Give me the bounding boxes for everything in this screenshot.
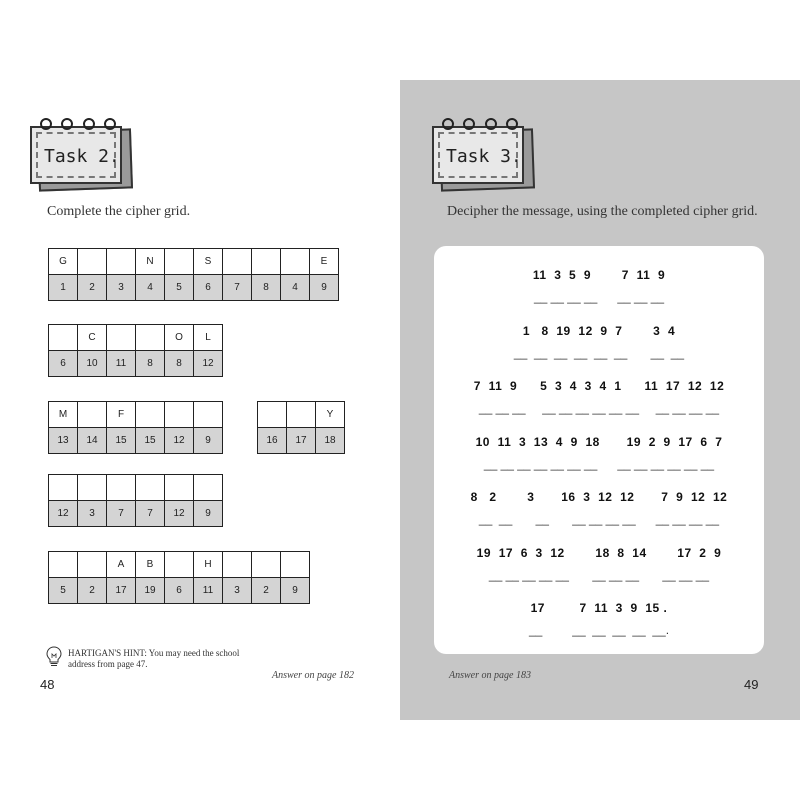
grid-letter-cell[interactable] (165, 552, 194, 578)
answer-blanks-line[interactable]: __ __ __ __ __ __ __ (533, 290, 665, 304)
grid-number-cell: 16 (258, 428, 287, 454)
grid-number-cell: 2 (78, 275, 107, 301)
grid-letter-cell[interactable] (165, 249, 194, 275)
grid-number-cell: 11 (107, 351, 136, 377)
grid-letter-cell[interactable] (107, 325, 136, 351)
cipher-number-line: 7 11 9 5 3 4 3 4 1 11 17 12 12 (473, 379, 725, 393)
grid-letter-cell[interactable] (281, 249, 310, 275)
task-2-note (30, 124, 128, 184)
grid-letter-cell[interactable] (223, 552, 252, 578)
cipher-message-panel (434, 246, 764, 654)
grid-letter-cell[interactable] (194, 475, 223, 501)
grid-letter-cell[interactable] (281, 552, 310, 578)
grid-letter-cell[interactable] (78, 249, 107, 275)
grid-number-cell: 8 (165, 351, 194, 377)
answer-blanks-line[interactable]: __ __ __ __ __ __ __ __ __ __ __ (478, 512, 720, 526)
answer-blanks-line[interactable]: __ __ __ __ __ __ __ __ (513, 345, 685, 360)
cipher-number-line: 17 7 11 3 9 15 . (530, 601, 668, 615)
answer-blanks-line[interactable]: __ __ __ __ __ __ __ __ __ __ __ __ __ (478, 401, 720, 415)
grid-letter-cell[interactable] (49, 325, 78, 351)
grid-number-cell: 7 (136, 501, 165, 527)
grid-number-cell: 9 (194, 501, 223, 527)
answer-blanks-line[interactable]: __ __ __ __ __ __ __ __ __ __ __ (488, 567, 710, 582)
grid-letter-cell[interactable]: Y (316, 402, 345, 428)
grid-number-cell: 3 (78, 501, 107, 527)
page-number-left: 48 (40, 677, 55, 692)
cipher-grid-6 (48, 551, 310, 604)
grid-letter-cell[interactable]: F (107, 402, 136, 428)
cipher-number-line: 11 3 5 9 7 11 9 (532, 268, 666, 282)
grid-number-cell: 12 (165, 501, 194, 527)
grid-letter-cell[interactable] (287, 402, 316, 428)
binder-rings-icon (442, 118, 518, 132)
grid-number-cell: 10 (78, 351, 107, 377)
grid-number-cell: 11 (194, 578, 223, 604)
grid-number-cell: 19 (136, 578, 165, 604)
grid-number-cell: 12 (49, 501, 78, 527)
grid-letter-cell[interactable] (136, 402, 165, 428)
grid-letter-cell[interactable] (252, 249, 281, 275)
grid-number-cell: 9 (194, 428, 223, 454)
grid-letter-cell[interactable] (165, 475, 194, 501)
grid-number-cell: 3 (107, 275, 136, 301)
grid-letter-cell[interactable] (258, 402, 287, 428)
task-3-title: Task 3. (446, 146, 522, 167)
grid-number-cell: 7 (223, 275, 252, 301)
page-number-right: 49 (744, 677, 759, 692)
grid-letter-cell[interactable]: C (78, 325, 107, 351)
grid-number-cell: 7 (107, 501, 136, 527)
grid-number-cell: 8 (136, 351, 165, 377)
cipher-number-line: 19 17 6 3 12 18 8 14 17 2 9 (476, 545, 722, 560)
grid-letter-cell[interactable] (194, 402, 223, 428)
answer-blanks-line[interactable]: __ __ __ __ __ __. (528, 623, 670, 637)
grid-letter-cell[interactable] (49, 475, 78, 501)
grid-letter-cell[interactable] (136, 475, 165, 501)
grid-letter-cell[interactable] (165, 402, 194, 428)
grid-letter-cell[interactable]: G (49, 249, 78, 275)
grid-letter-cell[interactable]: A (107, 552, 136, 578)
grid-letter-cell[interactable]: O (165, 325, 194, 351)
grid-letter-cell[interactable] (252, 552, 281, 578)
task-2-answer-note: Answer on page 182 (272, 670, 354, 681)
grid-letter-cell[interactable]: N (136, 249, 165, 275)
grid-letter-cell[interactable]: M (49, 402, 78, 428)
grid-number-cell: 13 (49, 428, 78, 454)
grid-letter-cell[interactable] (107, 249, 136, 275)
cipher-grid-4 (257, 401, 345, 454)
grid-number-cell: 17 (287, 428, 316, 454)
task-2-title: Task 2. (44, 146, 120, 167)
grid-number-cell: 6 (165, 578, 194, 604)
grid-number-cell: 8 (252, 275, 281, 301)
grid-letter-cell[interactable]: E (310, 249, 339, 275)
answer-blanks-line[interactable]: __ __ __ __ __ __ __ __ __ __ __ __ __ (483, 456, 715, 471)
grid-number-cell: 18 (316, 428, 345, 454)
grid-number-cell: 6 (194, 275, 223, 301)
grid-number-cell: 6 (49, 351, 78, 377)
grid-letter-cell[interactable] (136, 325, 165, 351)
hartigans-hint: HARTIGAN'S HINT: You may need the school address from page 47. (68, 648, 240, 669)
grid-number-cell: 17 (107, 578, 136, 604)
task-2-instruction: Complete the cipher grid. (47, 204, 191, 219)
lightbulb-icon (46, 646, 62, 668)
task-3-answer-note: Answer on page 183 (449, 670, 531, 681)
cipher-grid-2 (48, 324, 223, 377)
grid-letter-cell[interactable] (107, 475, 136, 501)
grid-letter-cell[interactable] (49, 552, 78, 578)
cipher-grid-5 (48, 474, 223, 527)
grid-number-cell: 1 (49, 275, 78, 301)
grid-letter-cell[interactable]: S (194, 249, 223, 275)
grid-letter-cell[interactable]: L (194, 325, 223, 351)
grid-number-cell: 12 (165, 428, 194, 454)
cipher-grid-3 (48, 401, 223, 454)
grid-letter-cell[interactable]: B (136, 552, 165, 578)
grid-number-cell: 9 (310, 275, 339, 301)
task-3-note (432, 124, 530, 184)
grid-number-cell: 4 (136, 275, 165, 301)
grid-letter-cell[interactable] (78, 475, 107, 501)
grid-number-cell: 3 (223, 578, 252, 604)
cipher-number-line: 10 11 3 13 4 9 18 19 2 9 17 6 7 (475, 434, 723, 449)
grid-number-cell: 5 (165, 275, 194, 301)
grid-letter-cell[interactable] (78, 402, 107, 428)
cipher-grid-1 (48, 248, 339, 301)
grid-number-cell: 4 (281, 275, 310, 301)
grid-letter-cell[interactable]: H (194, 552, 223, 578)
grid-number-cell: 5 (49, 578, 78, 604)
cipher-number-line: 8 2 3 16 3 12 12 7 9 12 12 (470, 490, 728, 504)
grid-number-cell: 2 (78, 578, 107, 604)
grid-number-cell: 12 (194, 351, 223, 377)
cipher-number-line: 1 8 19 12 9 7 3 4 (522, 323, 676, 338)
grid-number-cell: 15 (136, 428, 165, 454)
grid-letter-cell[interactable] (78, 552, 107, 578)
grid-number-cell: 15 (107, 428, 136, 454)
grid-number-cell: 14 (78, 428, 107, 454)
grid-number-cell: 9 (281, 578, 310, 604)
binder-rings-icon (40, 118, 116, 132)
task-3-instruction: Decipher the message, using the completed cipher grid. (447, 204, 758, 219)
grid-letter-cell[interactable] (223, 249, 252, 275)
grid-number-cell: 2 (252, 578, 281, 604)
